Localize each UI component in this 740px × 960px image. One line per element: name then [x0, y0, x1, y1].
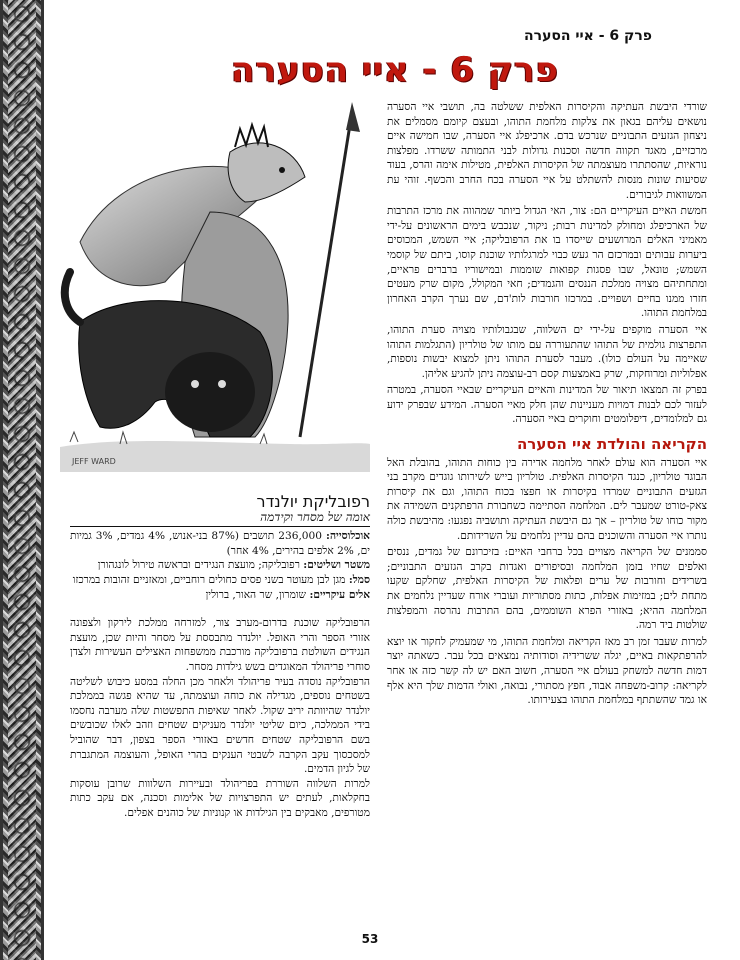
left-column [70, 492, 370, 820]
lizardfolk-rider-image [60, 92, 370, 472]
intro-paragraph: איי הסערה מוקפים על-ידי ים השלווה, שבגבולותיו מצויה סערת התוהו, התפרצות גולמית של התוהו שהתעוררה עם מותו של טולריון (התגלמות התוהו שאיימה על העולם כולו). מעבר לסערת התוהו ניתן למצוא יבשות נוספות, אפלוליות ומרוחקות, שרק באמצעות קסם רב-עוצמה ניתן להגיע אליהן. [387, 323, 707, 380]
government-value: רפובליקה; מועצת הנגידים ובראשה טירול לונגהורן [97, 559, 300, 572]
government-line [70, 558, 370, 573]
decorative-border [0, 0, 44, 960]
body-paragraph: הרפובליקה שוכנת בדרום-מערב צור, למזרחה ממלכת לירקון ולצפונה אזורי הספר והרי האופל. יולנדר מתבססת על מסחר והיות שכן, מועצת הנגידים השולטת ברפובליקה מורכבת ממשפחות האצילים העשירות ולצדן סוחרי פריהולד המאוגדים בשש גילדות מסחר. [70, 617, 370, 673]
symbol-line [70, 573, 370, 588]
gods-label: אלים עיקריים: [309, 588, 370, 601]
lizardfolk-illustration [60, 92, 370, 472]
state-subtitle: אומה של מסחר וקידמה [70, 510, 370, 528]
symbol-label: סמל: [348, 573, 370, 586]
page-number: 53 [361, 932, 379, 946]
population-value: 236,000 תושבים (87% בני-אנוש, 4% גמדים, 3% גמיות ים, 2% אלפים בהירים, 4% אחר) [70, 530, 370, 557]
intro-paragraph: חמשת האיים העיקריים הם: צור, האי הגדול ביותר שמהווה את מרכז התרבות של הארכיפלג ומחולק למדינות רבות; ניקור, שנכבש בימים הראשונים על-ידי מאמיני האלים המרושעים שייסדו בו את הרפובליקה; איי השמש, המכוסים ביערות עבותים ובמרכזם הר געש כבוי למרגלותיו שוכנת קוסו, ביתם של קוסמי השמש; טונאל, שבו פסגות קפואות שוממות ובמישוריו ברברים פראיים, ומתחתיהם מצויה ממלכת הננסים והגמדים; חאי המקולל, מקום שרק מעטים חזרו ממנו בחיים ושפויים. במרכזו חורבות לות'דם, שם נערך הקרב האחרון במלחמת התוהו. [387, 205, 707, 320]
body-paragraph: למרות השלווה השוררת בפריהולד ובעיירות השלווות שרובן עוסקות בחקלאות, לעתים יש התפרצויות של אלימות וסכנה, אם עקב כתות מטורפים, מאבקים בין הגילדות או קנוניות של כוהנים אפלים. [70, 777, 370, 819]
right-column [387, 100, 707, 710]
gods-value: שומרון, שר האור, ברולין [205, 588, 307, 601]
section-paragraph: איי הסערה הוא עולם לאחר מלחמה אדירה בין כוחות התוהו, בהובלת האל הבוגד טולריון, כנגד הקיסרות האלפית. טולריון בייש לשירותו גוגדים מקרב בני הגזעים התבוניים שמרדו בקיסרות או חפצו בכוח התוהו, וגם את קיסרות צאק-טורט שמעבר לים. המלחמה הסתיימה כשחבורת הרפתקנים השמידה את מקור כוחו של טולריון – אך גם היבשת העתיקה ותושביה נפגעו: מהיבשת כולה נותרו איי הסערה והשוכנים בהם עדיין נלחמים על השרידותם. [387, 456, 707, 542]
gods-line [70, 588, 370, 603]
intro-paragraph: בפרק זה תמצאו תיאור של המדינות והאיים העיקריים שבאיי הסערה, במטרה לעזור לכם לבנות דמויות מעניינות שהן חלק מאיי הסערה. המידע שבפרק ידוע גם למלומדים, דיפלומטים וחוקרים באיי הסערה. [387, 384, 707, 426]
state-description [70, 616, 370, 820]
body-paragraph: הרפובליקה נוסדה בעיר פריהולד ולאחר מכן החלה במסע כיבוש לשליטה בשטחים נוספים, מגדילה את כוחה ועוצמתה, עד שהיא פגשה בממלכת יולנדר שהיוותה יריב שקול. לאחר שאיפות התפשטות שלה מערבה נחסמו בידי הממלכה, כיום שליטי יולנדר מעניקים שטחים וזהב לאלו שכובשים בשם הרפובליקה שטחים חדשים באזורי הספר בצפון, דבר שהוביל למסכסוך עקב הקרבה לשבטי הענקים בהרי האופל, והעוצמה המתגברת של לגיון הדמים. [70, 675, 370, 776]
population-label: אוכלוסייה: [326, 530, 370, 543]
artist-signature: JEFF WARD [72, 457, 116, 466]
symbol-value: מגן לבן מעוטר בשני פסים כחולים רוחביים, ומאזניים זהובות במרכזו [72, 573, 346, 586]
state-name: רפובליקת יולנדר [256, 492, 370, 511]
running-header: פרק 6 - איי הסערה [524, 28, 652, 44]
section-heading: הקריאה והולדת איי הסערה [516, 435, 707, 454]
intro-paragraph: שורדי היבשת העתיקה והקיסרות האלפית ששלטה בה, תושבי איי הסערה נושאים עליהם בגאון את צלקות מלחמת התוהו, ובעצם קיומם מסמלים את ניצחון הגזעים התבוניים שנרכש בדם. ארכיפלג איי הסערה, שבו חמישה איים מרכזיים, מאגד תקווה חדשה וסכנות גדולות לבני התמותה ששרדו. מפלצות נוראיות, שהסתתרו מעוצמתה של הקיסרות האלפית, מטילות אימה והרס, בעוד שסיעות שונות מנסות להשתלט על איי הסערה בכח החרב והכשף. זוהי עת המשוואות לגיבורים. [387, 101, 707, 201]
section-paragraph: למרות שעבר זמן רב מאז הקריאה ומלחמת התוהו, מי שמעמיק לחקור או יוצא להרפתקאות באיים, יגלה ששרידיה וסודותיה נמצאים בכל עבר. כשאתה יוצר דמות חדשה למשחק בעולם איי הסערה, חשוב האם יש לה קשר כזה או אחר לקריאה: קרוב-משפחה אבוד, חפץ מסתורי, נבואה, ואולי הדמות שלך היא אלף או גמד שהשתתף במלחמת התוהו בצעירותו. [387, 635, 707, 707]
chapter-title: פרק 6 - איי הסערה [231, 50, 559, 90]
government-label: משטר ושליטים: [303, 559, 370, 572]
population-line [70, 529, 370, 558]
knotwork-pattern [8, 0, 36, 960]
section-paragraph: סממנים של הקריאה מצויים בכל ברחבי האיים: בזיכרונם של גמדים, ננסים ואלפים שחיו בזמן המלחמה ובסיפורים ואגדות בקרב הגזעים התבוניים; בשרידים וחורבות של ערים ופלאות של הקיסרות האלפית, שחלקם שקעו מתחת לים; במזימות אפלות, כתות מסתוריות ועוברי אורח שעדיין נלחמים את המלחמה ההיא; באזורי הפרא השוממים, בהם התרבות נהרסה והמפלצות שולטות ביד רמה. [387, 546, 707, 632]
